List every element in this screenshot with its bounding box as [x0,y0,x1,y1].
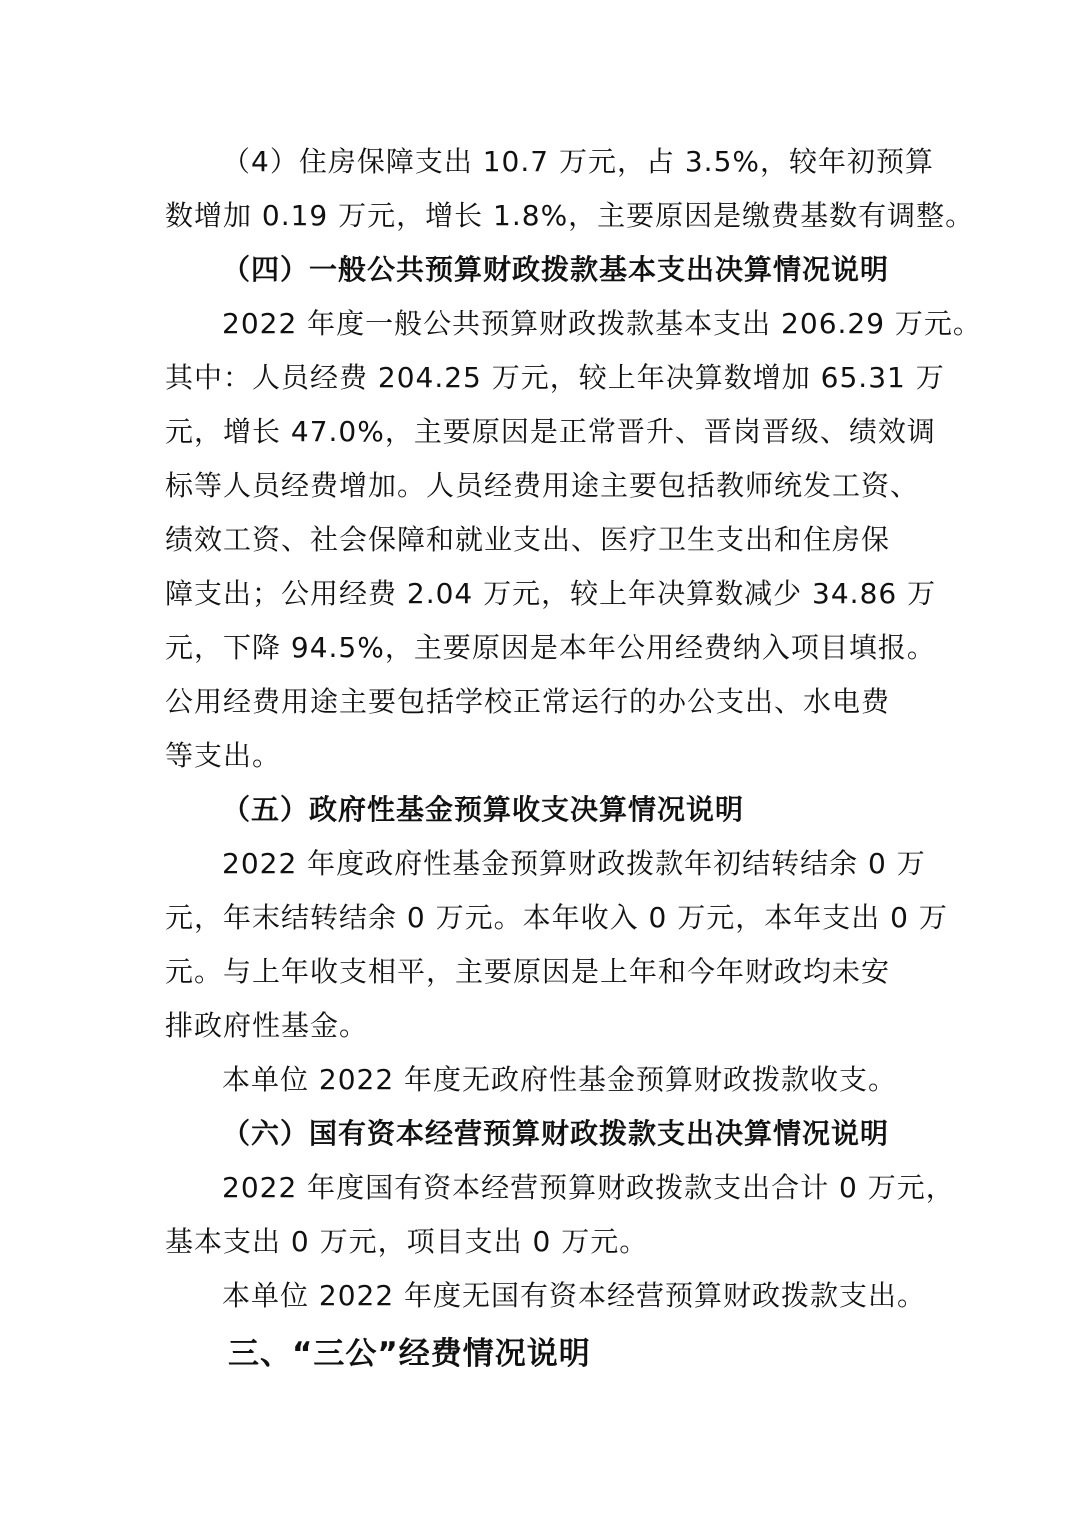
paragraph-basic-expense-line-2: 其中：人员经费 204.25 万元，较上年决算数增加 65.31 万 [165,361,945,394]
paragraph-gov-fund-line-4: 排政府性基金。 [165,1009,369,1042]
paragraph-gov-fund-line-1: 2022 年度政府性基金预算财政拨款年初结转结余 0 万 [222,847,926,880]
paragraph-basic-expense-line-4: 标等人员经费增加。人员经费用途主要包括教师统发工资、 [165,469,920,502]
paragraph-basic-expense-line-6: 障支出；公用经费 2.04 万元，较上年决算数减少 34.86 万 [165,577,937,610]
chapter-heading-three-public: 三、“三公”经费情况说明 [228,1336,591,1372]
section-heading-4: （四）一般公共预算财政拨款基本支出决算情况说明 [222,253,890,286]
paragraph-housing-line-2: 数增加 0.19 万元，增长 1.8%，主要原因是缴费基数有调整。 [165,199,975,232]
paragraph-housing-line-1: （4）住房保障支出 10.7 万元，占 3.5%，较年初预算 [222,145,934,178]
paragraph-gov-fund-line-2: 元，年末结转结余 0 万元。本年收入 0 万元，本年支出 0 万 [165,901,948,934]
paragraph-basic-expense-line-1: 2022 年度一般公共预算财政拨款基本支出 206.29 万元。 [222,307,982,340]
paragraph-basic-expense-line-7: 元，下降 94.5%，主要原因是本年公用经费纳入项目填报。 [165,631,936,664]
paragraph-state-capital-none: 本单位 2022 年度无国有资本经营预算财政拨款支出。 [222,1279,927,1312]
paragraph-state-capital-line-2: 基本支出 0 万元，项目支出 0 万元。 [165,1225,649,1258]
paragraph-gov-fund-line-3: 元。与上年收支相平，主要原因是上年和今年财政均未安 [165,955,891,988]
section-heading-5: （五）政府性基金预算收支决算情况说明 [222,793,745,826]
section-heading-6: （六）国有资本经营预算财政拨款支出决算情况说明 [222,1117,890,1150]
paragraph-basic-expense-line-9: 等支出。 [165,739,282,772]
paragraph-state-capital-line-1: 2022 年度国有资本经营预算财政拨款支出合计 0 万元， [222,1171,955,1204]
paragraph-basic-expense-line-5: 绩效工资、社会保障和就业支出、医疗卫生支出和住房保 [165,523,891,556]
paragraph-basic-expense-line-3: 元，增长 47.0%，主要原因是正常晋升、晋岗晋级、绩效调 [165,415,936,448]
paragraph-gov-fund-none: 本单位 2022 年度无政府性基金预算财政拨款收支。 [222,1063,898,1096]
paragraph-basic-expense-line-8: 公用经费用途主要包括学校正常运行的办公支出、水电费 [165,685,891,718]
